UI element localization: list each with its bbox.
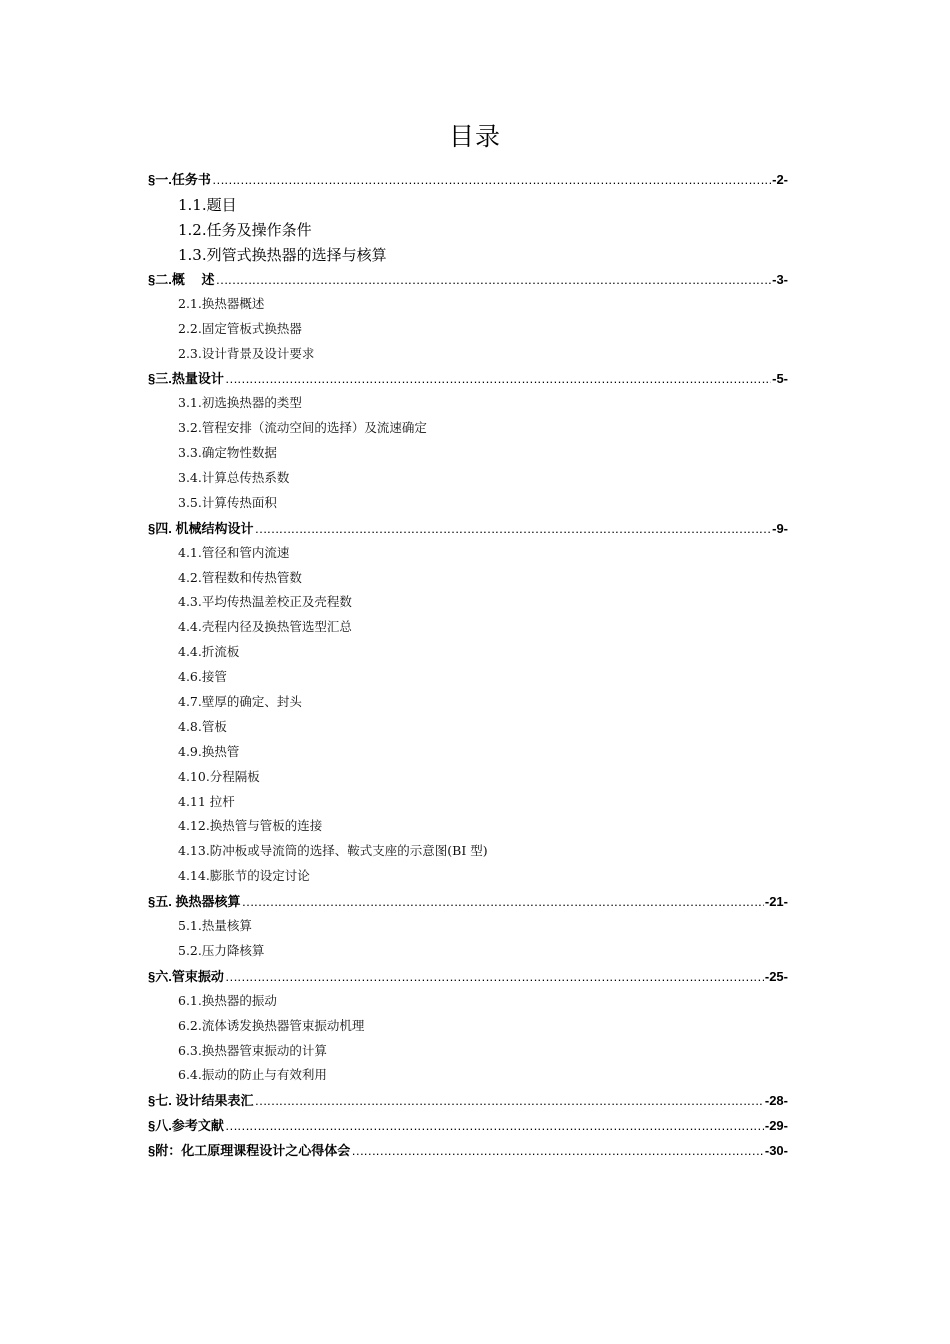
toc-page-number: -30- [764,1143,788,1159]
toc-subsection-label: 4.10.分程隔板 [178,768,260,784]
toc-leader-dots [254,521,771,536]
toc-section-entry[interactable] [148,1140,788,1165]
toc-subsection-label: 5.2.压力降核算 [178,942,265,958]
toc-subsection-entry[interactable] [148,941,788,966]
toc-section-entry[interactable] [148,518,788,543]
toc-subsection-label: 4.6.接管 [178,669,227,685]
toc-subsection-entry[interactable] [148,319,788,344]
toc-section-label: §三.热量设计 [148,371,224,387]
toc-leader-dots [351,1143,764,1158]
toc-leader-dots [225,1118,764,1133]
toc-subsection-entry[interactable] [148,717,788,742]
toc-subsection-label: 4.13.防冲板或导流筒的选择、鞍式支座的示意图(BI 型) [178,843,488,859]
toc-subsection-label: 2.2.固定管板式换热器 [178,320,302,336]
toc-subsection-entry[interactable] [148,642,788,667]
toc-page-number: -28- [764,1093,788,1109]
toc-subsection-label: 3.3.确定物性数据 [178,445,277,461]
toc-section-label: §一.任务书 [148,172,211,187]
toc-subsection-entry[interactable] [148,742,788,767]
toc-subsection-label: 6.4.振动的防止与有效利用 [178,1067,327,1083]
toc-subsection-label: 5.1.热量核算 [178,918,252,934]
toc-subsection-label: 3.1.初选换热器的类型 [178,395,302,411]
toc-subsection-label: 3.4.计算总传热系数 [178,470,290,486]
toc-leader-dots [215,272,771,287]
toc-subsection-entry[interactable] [148,667,788,692]
toc-subsection-entry[interactable] [148,219,788,244]
toc-subsection-entry[interactable] [148,1016,788,1041]
toc-subsection-label: 4.1.管径和管内流速 [178,544,290,560]
toc-section-entry[interactable] [148,169,788,194]
toc-leader-dots [225,969,764,984]
toc-subsection-entry[interactable] [148,1065,788,1090]
toc-subsection-entry[interactable] [148,244,788,269]
toc-subsection-entry[interactable] [148,841,788,866]
toc-section-entry[interactable] [148,368,788,393]
toc-subsection-entry[interactable] [148,393,788,418]
toc-subsection-entry[interactable] [148,592,788,617]
toc-subsection-entry[interactable] [148,468,788,493]
toc-section-label: §五. 换热器核算 [148,894,241,910]
toc-page-number: -3- [772,271,788,287]
toc-page-number: -21- [764,894,788,910]
toc-subsection-entry[interactable] [148,692,788,717]
toc-subsection-entry[interactable] [148,418,788,443]
page-title: 目录 [448,122,501,151]
toc-leader-dots [241,894,763,909]
toc-section-label: §七. 设计结果表汇 [148,1093,254,1109]
toc-subsection-entry[interactable] [148,194,788,219]
toc-subsection-label: 6.2.流体诱发换热器管束振动机理 [178,1017,365,1033]
toc-subsection-label: 2.3.设计背景及设计要求 [178,345,315,361]
toc-section-entry[interactable] [148,1090,788,1115]
toc-subsection-label: 1.2.任务及操作条件 [178,220,312,239]
toc-section-label: §六.管束振动 [148,968,224,984]
toc-section-entry[interactable] [148,269,788,294]
toc-subsection-label: 4.12.换热管与管板的连接 [178,818,323,834]
toc-page-number: -5- [772,371,788,387]
toc-subsection-entry[interactable] [148,866,788,891]
toc-subsection-label: 4.3.平均传热温差校正及壳程数 [178,594,352,610]
toc-subsection-label: 1.3.列管式换热器的选择与核算 [178,245,387,264]
toc-subsection-label: 4.4.折流板 [178,644,240,660]
toc-page-number: -2- [772,172,788,187]
toc-subsection-entry[interactable] [148,543,788,568]
toc-subsection-entry[interactable] [148,493,788,518]
toc-subsection-label: 6.1.换热器的振动 [178,992,277,1008]
toc-subsection-label: 6.3.换热器管束振动的计算 [178,1042,327,1058]
toc-subsection-label: 4.11 拉杆 [178,793,235,809]
toc-section-entry[interactable] [148,966,788,991]
toc-subsection-entry[interactable] [148,767,788,792]
toc-subsection-label: 4.9.换热管 [178,743,240,759]
toc-page-number: -29- [764,1118,788,1134]
toc-subsection-label: 3.5.计算传热面积 [178,494,277,510]
toc-leader-dots [225,371,771,386]
toc-subsection-label: 4.2.管程数和传热管数 [178,569,302,585]
toc-page-number: -9- [772,520,788,536]
toc-subsection-label: 3.2.管程安排（流动空间的选择）及流速确定 [178,420,427,436]
toc-section-label: §四. 机械结构设计 [148,520,254,536]
toc-section-label: §附：化工原理课程设计之心得体会 [148,1143,351,1159]
toc-subsection-label: 1.1.题目 [178,195,237,214]
toc-subsection-entry[interactable] [148,916,788,941]
toc-subsection-entry[interactable] [148,294,788,319]
toc-subsection-entry[interactable] [148,443,788,468]
toc-subsection-entry[interactable] [148,816,788,841]
toc-subsection-entry[interactable] [148,344,788,369]
toc-leader-dots [254,1093,763,1108]
toc-subsection-label: 4.14.膨胀节的设定讨论 [178,868,310,884]
table-of-contents [148,169,788,1165]
toc-section-entry[interactable] [148,891,788,916]
toc-subsection-entry[interactable] [148,1041,788,1066]
toc-section-entry[interactable] [148,1115,788,1140]
toc-section-label: §八.参考文献 [148,1118,224,1134]
toc-subsection-entry[interactable] [148,792,788,817]
toc-subsection-entry[interactable] [148,568,788,593]
toc-subsection-label: 4.8.管板 [178,718,227,734]
toc-subsection-entry[interactable] [148,991,788,1016]
toc-page-number: -25- [764,968,788,984]
toc-subsection-label: 2.1.换热器概述 [178,295,265,311]
toc-section-label: §二.概 述 [148,271,215,287]
toc-subsection-entry[interactable] [148,617,788,642]
toc-subsection-label: 4.7.壁厚的确定、封头 [178,694,302,710]
toc-leader-dots [212,172,771,187]
toc-subsection-label: 4.4.壳程内径及换热管选型汇总 [178,619,352,635]
